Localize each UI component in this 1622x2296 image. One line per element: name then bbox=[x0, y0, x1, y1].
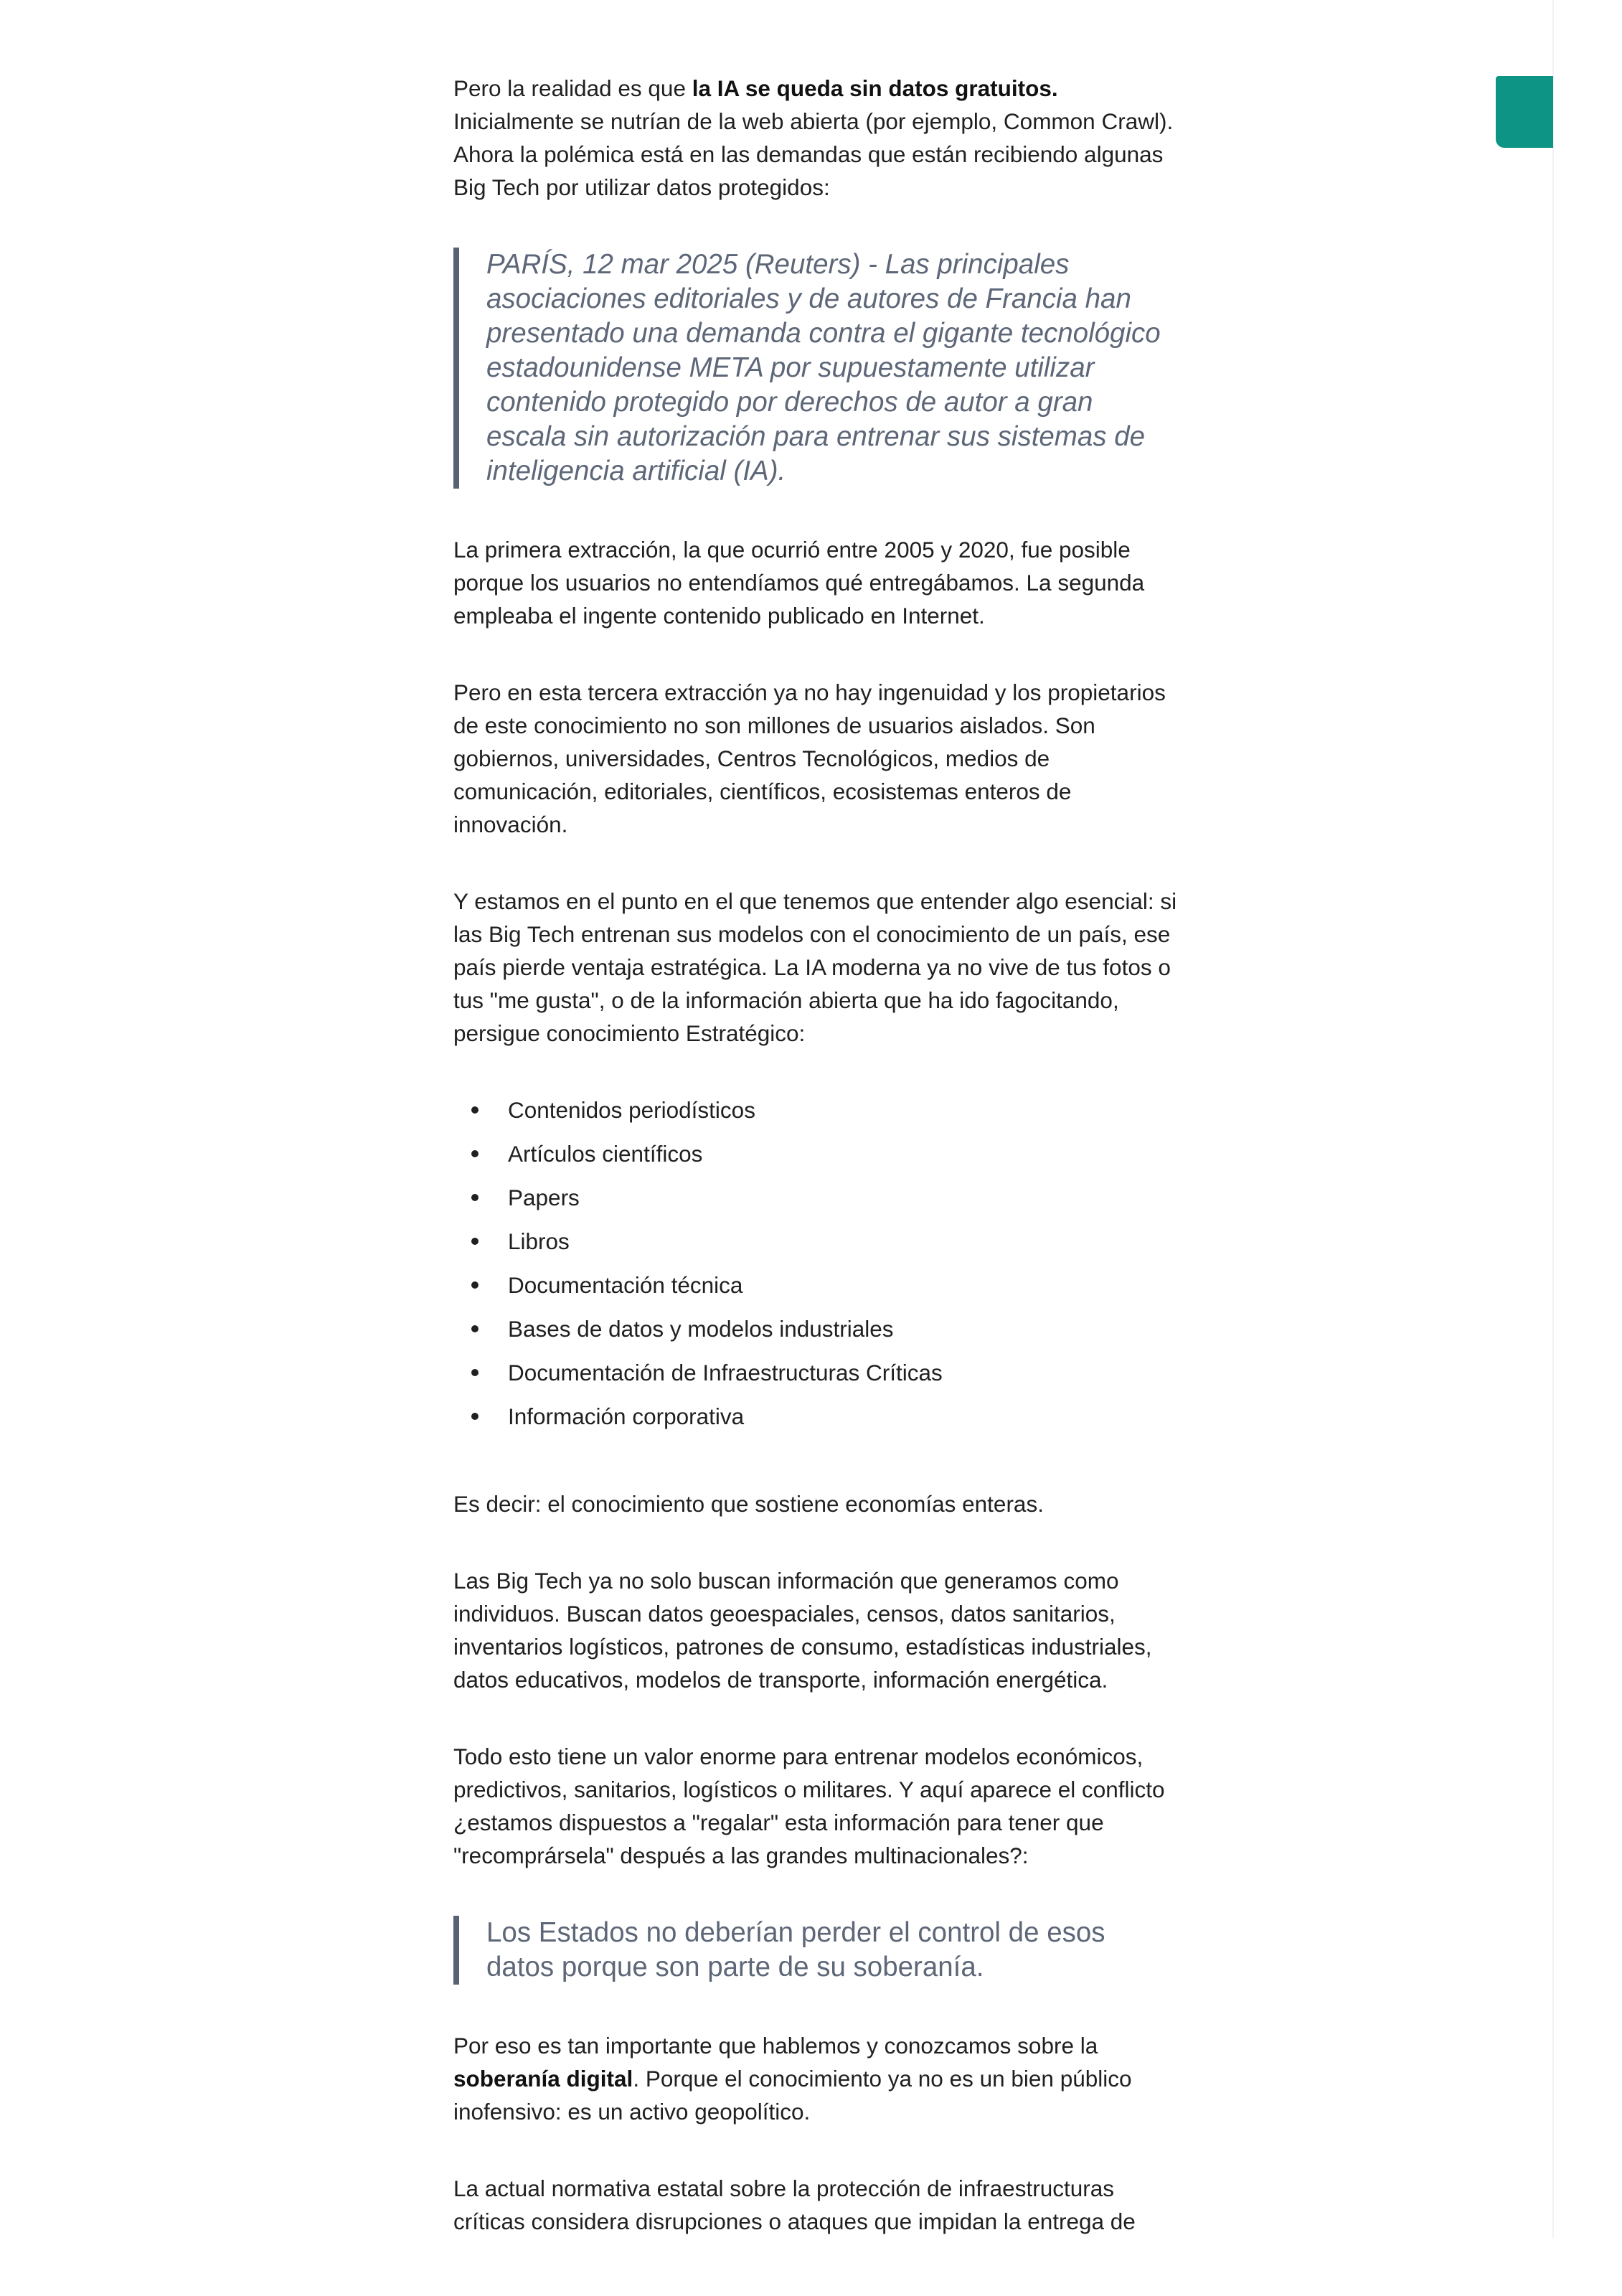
bullet-icon bbox=[471, 1150, 478, 1157]
bold-highlight: soberanía digital bbox=[453, 2066, 633, 2092]
sovereignty-quote: Los Estados no deberían perder el control de esos datos porque son parte de su soberanía. bbox=[453, 1916, 1178, 1985]
list-item: Bases de datos y modelos industriales bbox=[453, 1312, 1178, 1356]
list-item: Documentación de Infraestructuras Críticas bbox=[453, 1356, 1178, 1400]
bullet-icon bbox=[471, 1238, 478, 1245]
list-item: Contenidos periodísticos bbox=[453, 1093, 1178, 1137]
paragraph-conflict: Todo esto tiene un valor enorme para entrenar modelos económicos, predictivos, sanitarios, logísticos o militares. Y aquí aparece el conflicto ¿estamos dispuestos a "regalar" esta información para tener que "recomprársela" después a las grandes multinacionales?: bbox=[453, 1744, 1165, 1868]
paragraph-intro: Pero la realidad es que la IA se queda sin datos gratuitos. Inicialmente se nutrían de la web abierta (por ejemplo, Common Crawl). Ahora la polémica está en las demandas que están recibiendo algunas Big Tech por utilizar datos protegidos: bbox=[453, 75, 1174, 200]
list-item: Artículos científicos bbox=[453, 1137, 1178, 1181]
paragraph-summary: Es decir: el conocimiento que sostiene economías enteras. bbox=[453, 1491, 1044, 1517]
side-accent-tab[interactable] bbox=[1496, 76, 1553, 148]
bullet-icon bbox=[471, 1369, 478, 1376]
article-body bbox=[453, 72, 1178, 2282]
list-item: Libros bbox=[453, 1225, 1178, 1269]
bold-highlight: la IA se queda sin datos gratuitos. bbox=[692, 75, 1058, 101]
paragraph-data-types: Las Big Tech ya no solo buscan información que generamos como individuos. Buscan datos geoespaciales, censos, datos sanitarios, inventarios logísticos, patrones de consumo, estadísticas industriales, datos educativos, modelos de transporte, información energética. bbox=[453, 1568, 1152, 1693]
bullet-icon bbox=[471, 1281, 478, 1289]
paragraph-first-extraction: La primera extracción, la que ocurrió entre 2005 y 2020, fue posible porque los usuarios no entendíamos qué entregábamos. La segunda empleaba el ingente contenido publicado en Internet. bbox=[453, 537, 1145, 629]
list-item: Documentación técnica bbox=[453, 1269, 1178, 1312]
bullet-icon bbox=[471, 1194, 478, 1201]
bullet-icon bbox=[471, 1106, 478, 1114]
bullet-icon bbox=[471, 1325, 478, 1332]
paragraph-digital-sovereignty: Por eso es tan importante que hablemos y conozcamos sobre la soberanía digital. Porque el conocimiento ya no es un bien público inofensivo: es un activo geopolítico. bbox=[453, 2033, 1132, 2125]
right-edge-divider bbox=[1552, 0, 1554, 2239]
reuters-quote: PARÍS, 12 mar 2025 (Reuters) - Las principales asociaciones editoriales y de autores de Francia han presentado una demanda contra el gigante tecnológico estadounidense META por supuestamente utilizar contenido protegido por derechos de autor a gran escala sin autorización para entrenar sus sistemas de inteligencia artificial (IA). bbox=[453, 248, 1178, 489]
paragraph-strategic-knowledge: Y estamos en el punto en el que tenemos que entender algo esencial: si las Big Tech entrenan sus modelos con el conocimiento de un país, ese país pierde ventaja estratégica. La IA moderna ya no vive de tus fotos o tus "me gusta", o de la información abierta que ha ido fagocitando, persigue conocimiento Estratégico: bbox=[453, 888, 1177, 1046]
paragraph-third-extraction: Pero en esta tercera extracción ya no hay ingenuidad y los propietarios de este conocimiento no son millones de usuarios aislados. Son gobiernos, universidades, Centros Tecnológicos, medios de comunicación, editoriales, científicos, ecosistemas enteros de innovación. bbox=[453, 679, 1166, 837]
list-item: Papers bbox=[453, 1181, 1178, 1225]
bullet-icon bbox=[471, 1413, 478, 1420]
knowledge-list bbox=[453, 1093, 1178, 1444]
paragraph-regulation: La actual normativa estatal sobre la protección de infraestructuras críticas considera disrupciones o ataques que impidan la entrega de bbox=[453, 2175, 1136, 2234]
list-item: Información corporativa bbox=[453, 1400, 1178, 1444]
